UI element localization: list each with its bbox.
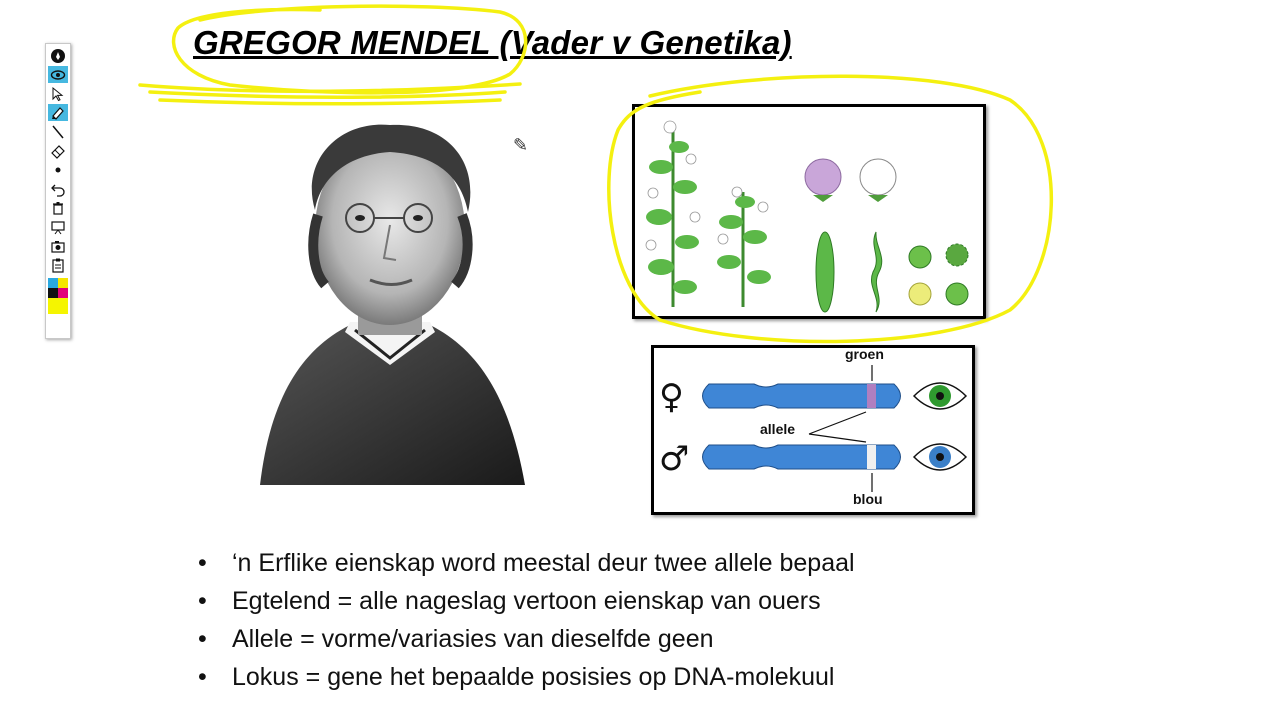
bullet-item: • Egtelend = alle nageslag vertoon eienskap van ouers bbox=[198, 587, 821, 615]
male-symbol: ♂ bbox=[659, 439, 690, 479]
bullet-item: • Allele = vorme/variasies van dieselfde geen bbox=[198, 625, 714, 653]
tall-pea-plant bbox=[646, 121, 700, 307]
inflated-pod bbox=[816, 232, 834, 312]
color-palette bbox=[48, 278, 68, 314]
short-pea-plant bbox=[717, 187, 771, 307]
purple-flower bbox=[805, 159, 841, 202]
blue-allele-band bbox=[867, 445, 876, 469]
bullet-item: • ‘n Erflike eienskap word meestal deur twee allele bepaal bbox=[198, 549, 855, 577]
color-swatch-magenta[interactable] bbox=[58, 288, 68, 298]
green-allele-band bbox=[867, 384, 876, 408]
color-swatch-blue[interactable] bbox=[48, 278, 58, 288]
constricted-pod bbox=[871, 232, 881, 312]
clipboard-icon[interactable] bbox=[48, 256, 68, 273]
screenshot-icon[interactable] bbox=[48, 237, 68, 254]
pointer-icon[interactable] bbox=[48, 85, 68, 102]
pencil-cursor-icon: ✎ bbox=[513, 135, 529, 155]
clear-icon[interactable] bbox=[48, 199, 68, 216]
white-flower bbox=[860, 159, 896, 202]
bullet-item: • Lokus = gene het bepaalde posisies op DNA-molekuul bbox=[198, 663, 835, 691]
highlighter-icon[interactable] bbox=[48, 104, 68, 121]
color-swatch-yellow[interactable] bbox=[58, 278, 68, 288]
eraser-icon[interactable] bbox=[48, 142, 68, 159]
dot-icon[interactable] bbox=[48, 161, 68, 178]
slide-title: GREGOR MENDEL (Vader v Genetika) bbox=[193, 24, 792, 61]
female-symbol: ♀ bbox=[659, 377, 684, 417]
chromosome-bottom bbox=[703, 445, 901, 469]
mendel-portrait bbox=[240, 100, 540, 490]
pea-seeds bbox=[909, 244, 968, 305]
label-blou: blou bbox=[853, 491, 883, 507]
bullet-list bbox=[198, 544, 855, 696]
line-icon[interactable] bbox=[48, 123, 68, 140]
whiteboard-icon[interactable] bbox=[48, 218, 68, 235]
label-groen: groen bbox=[845, 346, 884, 362]
allele-chromosome-figure bbox=[651, 345, 975, 515]
undo-icon[interactable] bbox=[48, 180, 68, 197]
pen-mode-icon[interactable] bbox=[48, 47, 68, 64]
blue-eye-icon bbox=[914, 444, 966, 470]
show-hide-icon[interactable] bbox=[48, 66, 68, 83]
green-eye-icon bbox=[914, 383, 966, 409]
color-swatch-selected-yellow[interactable] bbox=[48, 298, 68, 314]
chromosome-top bbox=[703, 384, 901, 408]
annotation-toolbar bbox=[45, 43, 71, 339]
color-swatch-black[interactable] bbox=[48, 288, 58, 298]
label-allele: allele bbox=[760, 421, 796, 437]
pea-traits-figure bbox=[632, 104, 986, 319]
